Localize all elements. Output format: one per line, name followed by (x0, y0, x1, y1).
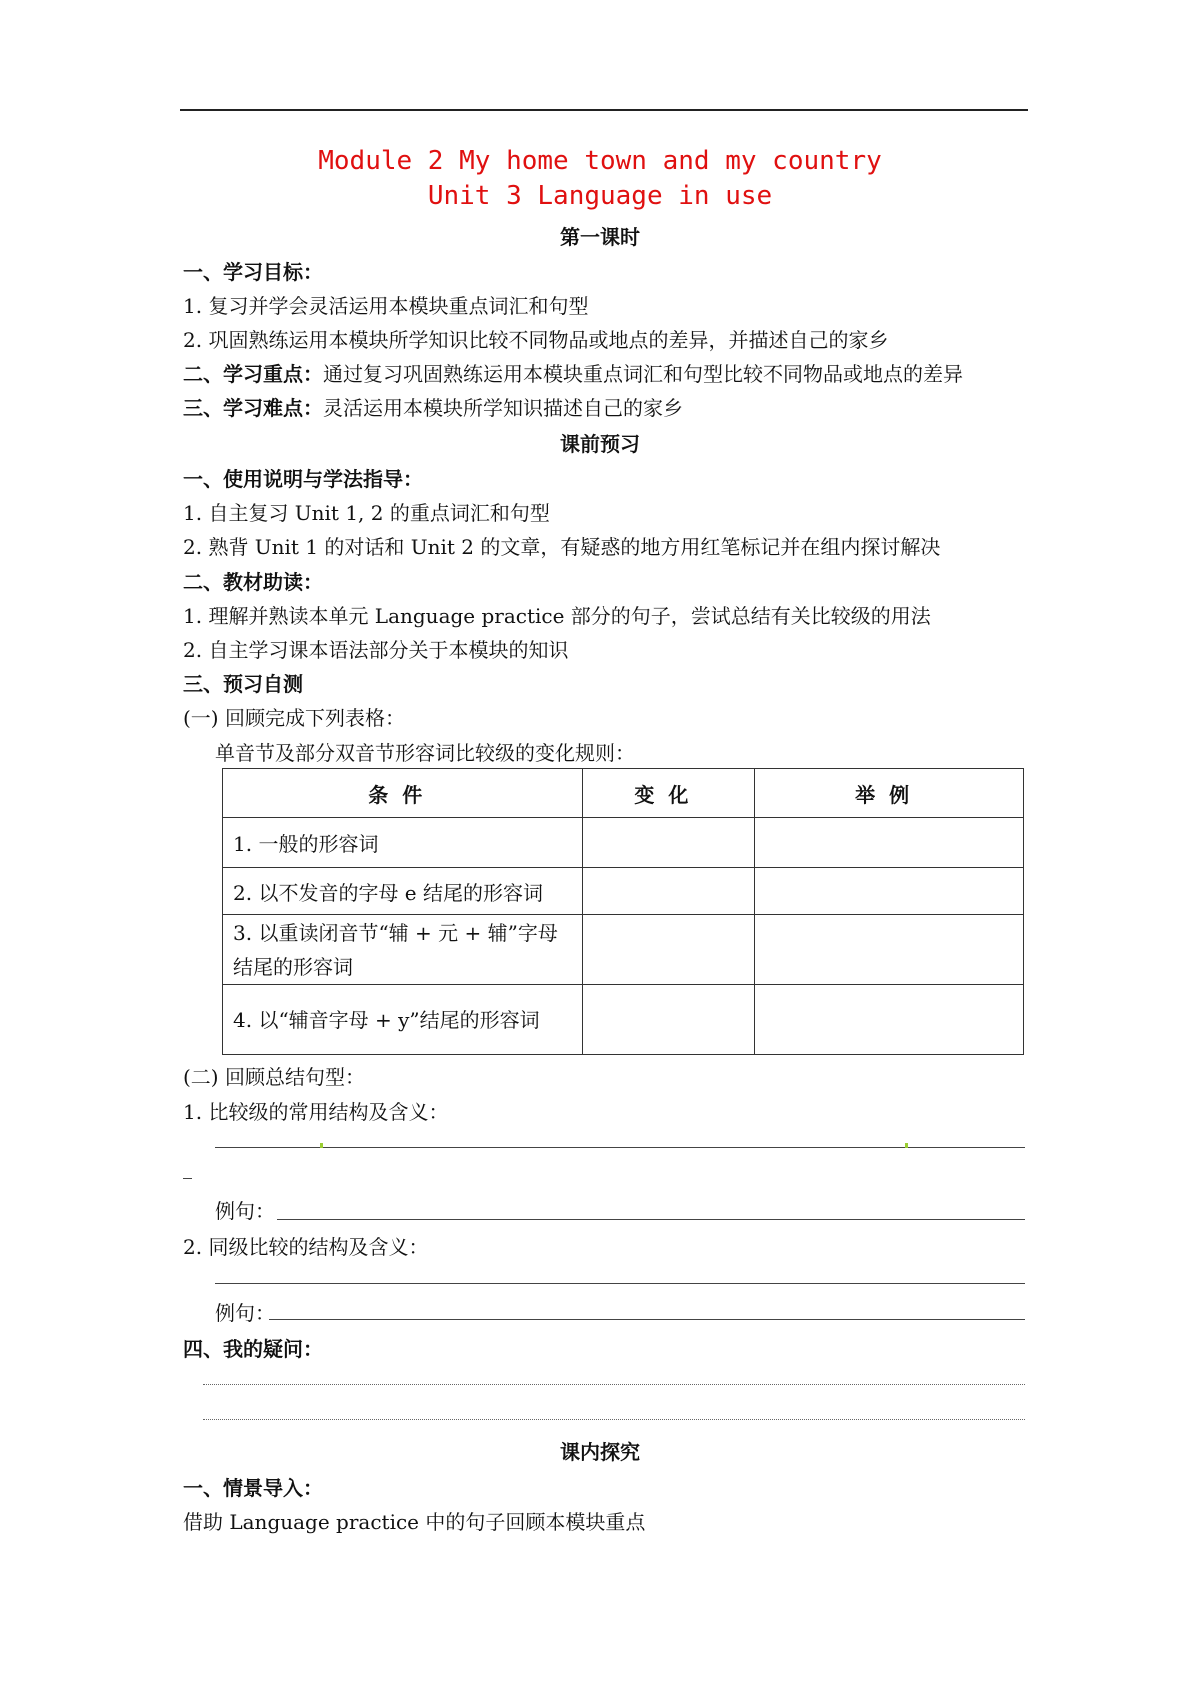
objectives-heading: 一、学习目标： (183, 260, 323, 284)
row-condition: 3. 以重读闭音节“辅 + 元 + 辅”字母结尾的形容词 (223, 915, 583, 985)
table-row (223, 915, 1024, 985)
objective-1: 1. 复习并学会灵活运用本模块重点词汇和句型 (183, 294, 589, 318)
aid-2: 2. 自主学习课本语法部分关于本模块的知识 (183, 638, 569, 662)
key-points (183, 358, 963, 387)
table-caption: 单音节及部分双音节形容词比较级的变化规则： (215, 741, 635, 765)
sub-section-2: (二) 回顾总结句型： (183, 1065, 365, 1089)
objective-2: 2. 巩固熟练运用本模块所学知识比较不同物品或地点的差异，并描述自己的家乡 (183, 328, 889, 352)
table-row (223, 985, 1024, 1055)
row-change-cell[interactable] (582, 868, 755, 915)
table-row (223, 818, 1024, 868)
guide-1: 1. 自主复习 Unit 1, 2 的重点词汇和句型 (183, 501, 550, 525)
row-change-cell[interactable] (582, 818, 755, 868)
preview-heading: 课前预习 (560, 432, 640, 456)
row-change-cell[interactable] (582, 985, 755, 1055)
table-row (223, 868, 1024, 915)
example-label-1: 例句： (215, 1199, 275, 1223)
comparative-rules-table (222, 768, 1024, 1055)
unit-title: Unit 3 Language in use (427, 181, 773, 211)
example-line-1[interactable] (277, 1219, 1025, 1220)
module-title: Module 2 My home town and my country (318, 146, 882, 176)
guide-2: 2. 熟背 Unit 1 的对话和 Unit 2 的文章，有疑惑的地方用红笔标记并在组内探讨解决 (183, 535, 941, 559)
example-label-2: 例句： (215, 1301, 275, 1325)
row-example-cell[interactable] (755, 818, 1024, 868)
question-2: 2. 同级比较的结构及含义： (183, 1235, 429, 1259)
example-line-2[interactable] (269, 1319, 1025, 1320)
answer-line-1-tail (183, 1178, 192, 1179)
aid-1: 1. 理解并熟读本单元 Language practice 部分的句子，尝试总结有关比较级的用法 (183, 604, 931, 628)
question-1: 1. 比较级的常用结构及含义： (183, 1100, 449, 1124)
answer-line-2[interactable] (215, 1283, 1025, 1284)
header-example: 举例 (755, 769, 1024, 818)
question-line-2[interactable] (203, 1419, 1025, 1420)
marker-dot (320, 1143, 323, 1148)
intro-text: 借助 Language practice 中的句子回顾本模块重点 (183, 1510, 646, 1534)
difficult-points-heading: 三、学习难点： (183, 396, 323, 420)
difficult-points (183, 392, 683, 421)
key-points-heading: 二、学习重点： (183, 362, 323, 386)
aid-heading: 二、教材助读： (183, 570, 323, 594)
my-questions-heading: 四、我的疑问： (183, 1337, 323, 1361)
header-change: 变化 (582, 769, 755, 818)
row-example-cell[interactable] (755, 915, 1024, 985)
key-points-text: 通过复习巩固熟练运用本模块重点词汇和句型比较不同物品或地点的差异 (323, 362, 963, 386)
lesson-label: 第一课时 (560, 225, 640, 249)
row-condition: 1. 一般的形容词 (223, 818, 583, 868)
inclass-heading: 课内探究 (560, 1440, 640, 1464)
question-line-1[interactable] (203, 1384, 1025, 1385)
sub-section-1: (一) 回顾完成下列表格： (183, 706, 405, 730)
header-condition: 条件 (223, 769, 583, 818)
answer-line-1[interactable] (215, 1147, 1025, 1148)
top-rule (180, 109, 1028, 111)
row-example-cell[interactable] (755, 985, 1024, 1055)
row-change-cell[interactable] (582, 915, 755, 985)
intro-heading: 一、情景导入： (183, 1476, 323, 1500)
row-condition: 4. 以“辅音字母 + y”结尾的形容词 (223, 985, 583, 1055)
self-test-heading: 三、预习自测 (183, 672, 303, 696)
row-example-cell[interactable] (755, 868, 1024, 915)
guide-heading: 一、使用说明与学法指导： (183, 467, 423, 491)
row-condition: 2. 以不发音的字母 e 结尾的形容词 (223, 868, 583, 915)
marker-dot (905, 1143, 908, 1148)
table-header-row (223, 769, 1024, 818)
difficult-points-text: 灵活运用本模块所学知识描述自己的家乡 (323, 396, 683, 420)
